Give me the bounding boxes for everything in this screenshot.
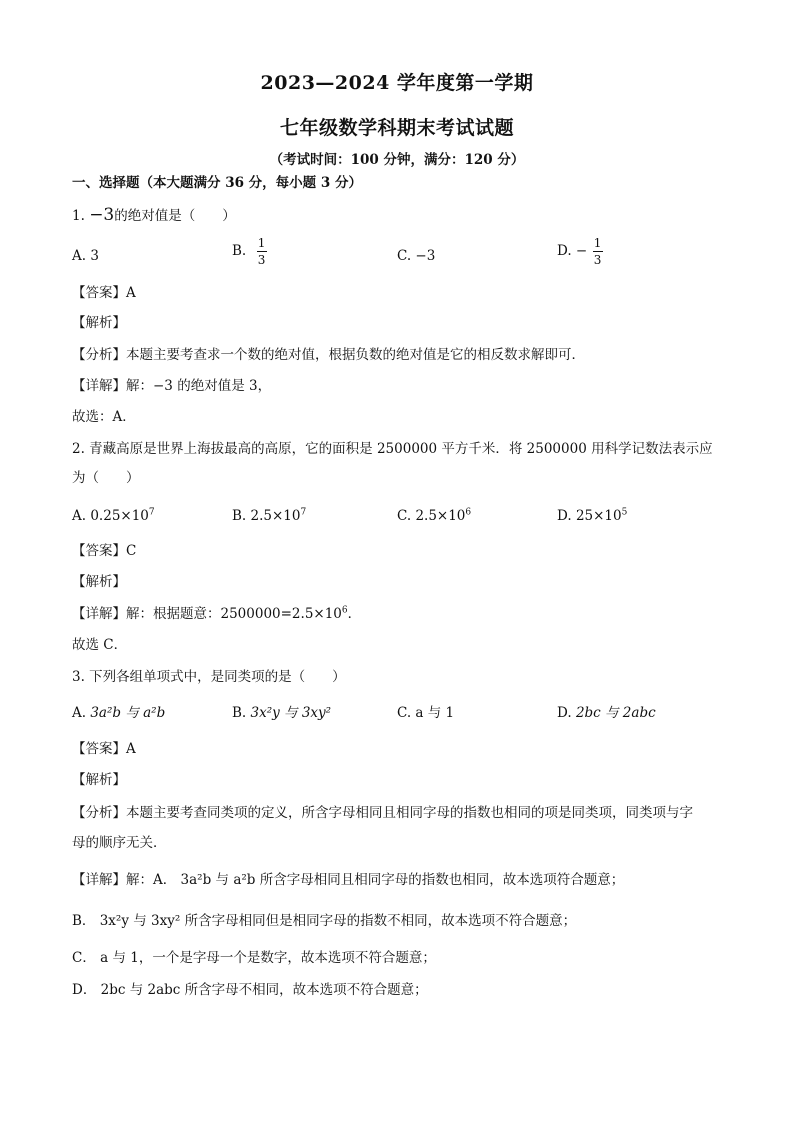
fraction-numerator: 1 [257,236,266,250]
fraction-denominator: 3 [257,253,266,267]
option-math: 3a²b 与 a²b [90,705,166,721]
exam-subtitle: （考试时间：100 分钟，满分：120 分） [269,152,525,168]
fraction-numerator: 1 [593,236,602,250]
q3-analysis-heading: 【解析】 [72,772,126,788]
fraction [593,236,603,267]
q1-option-a: A. 3 [72,248,99,264]
q1-option-b [232,236,267,267]
question-1-stem [72,205,236,226]
option-label: D. [557,508,572,524]
q3-option-a [72,703,165,723]
q3-analysis-line1: 【分析】本题主要考查同类项的定义，所含字母相同且相同字母的指数也相同的项是同类项，同类项与字 [72,805,693,821]
exponent: 7 [148,507,155,518]
q1-option-c: C. −3 [397,248,436,264]
fraction-bar [257,251,267,252]
question-3-stem: 3. 下列各组单项式中，是同类项的是（ ） [72,669,346,685]
exponent: 6 [341,605,348,616]
q1-detail: 【详解】解：−3 的绝对值是 3， [72,378,272,394]
q3-detail-b: B． 3x²y 与 3xy² 所含字母相同但是相同字母的指数不相同，故本选项不符合题意； [72,913,577,929]
exam-title-year: 2023—2024 学年度第一学期 [260,72,534,94]
section-heading: 一、选择题（本大题满分 36 分，每小题 3 分） [72,175,362,191]
exponent: 5 [621,507,628,518]
option-label: C. [397,508,412,524]
q2-detail [72,604,361,624]
q2-option-d [557,506,627,526]
question-2-stem-line2: 为（ ） [72,470,140,486]
q1-analysis: 【分析】本题主要考查求一个数的绝对值，根据负数的绝对值是它的相反数求解即可． [72,347,585,363]
q2-option-a [72,506,155,526]
fraction [257,236,267,267]
question-text: 的绝对值是（ ） [114,208,236,224]
option-label: D. − [557,243,588,259]
option-label: B. [232,243,247,259]
exponent: 7 [300,507,307,518]
q2-answer: 【答案】C [72,543,137,559]
option-label: B. [232,508,247,524]
option-math: 25×10 [575,508,622,524]
math-expression: −3 [89,205,115,225]
option-label: A. [72,705,87,721]
question-2-stem-line1: 2. 青藏高原是世界上海拔最高的高原，它的面积是 2500000 平方千米．将 2500000 用科学记数法表示应 [72,441,713,457]
q2-analysis-heading: 【解析】 [72,574,126,590]
detail-end: ． [347,606,362,622]
option-math: 2bc 与 2abc [575,705,656,721]
option-math: 2.5×10 [415,508,466,524]
option-math: 2.5×10 [250,508,301,524]
q2-choose: 故选 C． [72,637,128,653]
q3-detail-a: 【详解】解：A． 3a²b 与 a²b 所含字母相同且相同字母的指数也相同，故本选项符合题意； [72,872,625,888]
option-math: 3x²y 与 3xy² [250,705,332,721]
q3-option-c: C. a 与 1 [397,705,455,721]
q1-option-d [557,236,603,267]
option-label: B. [232,705,247,721]
q2-option-c [397,506,471,526]
q1-choose: 故选：A． [72,409,136,425]
fraction-bar [593,251,603,252]
q3-option-d [557,703,656,723]
q3-option-b [232,703,331,723]
detail-text: 【详解】解：根据题意：2500000=2.5×10 [72,606,342,622]
q1-answer: 【答案】A [72,285,136,301]
q3-detail-d: D． 2bc 与 2abc 所含字母不相同，故本选项不符合题意； [72,982,428,998]
question-number: 1. [72,208,85,224]
option-label: D. [557,705,572,721]
fraction-denominator: 3 [593,253,602,267]
option-math: 0.25×10 [90,508,149,524]
q3-analysis-line2: 母的顺序无关． [72,835,167,851]
q1-analysis-heading: 【解析】 [72,315,126,331]
exam-title-subject: 七年级数学科期末考试试题 [279,117,514,139]
q3-answer: 【答案】A [72,741,136,757]
option-label: A. [72,508,87,524]
exponent: 6 [465,507,472,518]
q2-option-b [232,506,306,526]
q3-detail-c: C． a 与 1，一个是字母一个是数字，故本选项不符合题意； [72,950,436,966]
